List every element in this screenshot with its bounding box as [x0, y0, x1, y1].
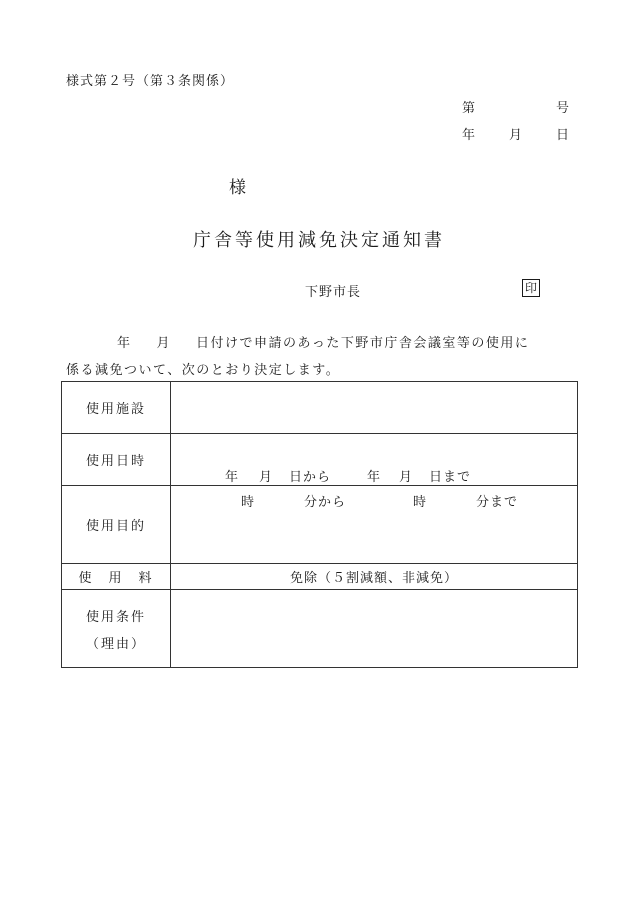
body-month: 月 — [156, 336, 172, 351]
to-minute: 分まで — [476, 494, 519, 510]
conditions-row — [62, 590, 578, 668]
to-year: 年 — [367, 469, 381, 485]
from-year: 年 — [225, 469, 239, 485]
facility-value — [171, 382, 578, 434]
body-text-line-2: 係る減免ついて、次のとおり決定します。 — [66, 363, 341, 378]
fee-row — [62, 564, 578, 590]
datetime-value — [171, 434, 578, 510]
facility-label: 使用施設 — [62, 382, 171, 434]
conditions-label: 使用条件 — [85, 609, 146, 625]
body-text-line-1 — [62, 332, 529, 351]
conditions-label-sub: （理由） — [85, 636, 146, 652]
fee-label: 使 用 料 — [62, 564, 171, 590]
issue-date-year: 年 — [462, 128, 476, 143]
to-hour: 時 — [413, 494, 427, 510]
conditions-value — [171, 590, 578, 668]
datetime-label: 使用日時 — [62, 434, 171, 486]
to-month: 月 — [399, 469, 413, 485]
issue-date-day: 日 — [556, 128, 570, 143]
document-number-prefix: 第 — [462, 101, 476, 116]
from-month: 月 — [259, 469, 273, 485]
purpose-label: 使用目的 — [62, 486, 171, 564]
details-table — [61, 381, 578, 668]
facility-row — [62, 382, 578, 434]
from-hour: 時 — [241, 494, 255, 510]
issue-date-month: 月 — [509, 128, 523, 143]
form-number: 様式第２号（第３条関係） — [66, 74, 235, 89]
document-number-suffix: 号 — [556, 101, 570, 116]
conditions-label-cell — [62, 590, 171, 668]
body-line1-rest: 日付けで申請のあった下野市庁舎会議室等の使用に — [196, 336, 530, 351]
body-year: 年 — [117, 336, 132, 351]
from-day: 日から — [289, 469, 332, 485]
fee-value: 免除（５割減額、非減免） — [171, 564, 578, 590]
issuer-name: 下野市長 — [305, 285, 362, 300]
datetime-row — [62, 434, 578, 486]
document-title: 庁舎等使用減免決定通知書 — [193, 230, 445, 251]
seal-mark: 印 — [522, 279, 540, 297]
from-minute: 分から — [304, 494, 347, 510]
to-day: 日まで — [429, 469, 472, 485]
addressee-honorific: 様 — [229, 178, 246, 198]
